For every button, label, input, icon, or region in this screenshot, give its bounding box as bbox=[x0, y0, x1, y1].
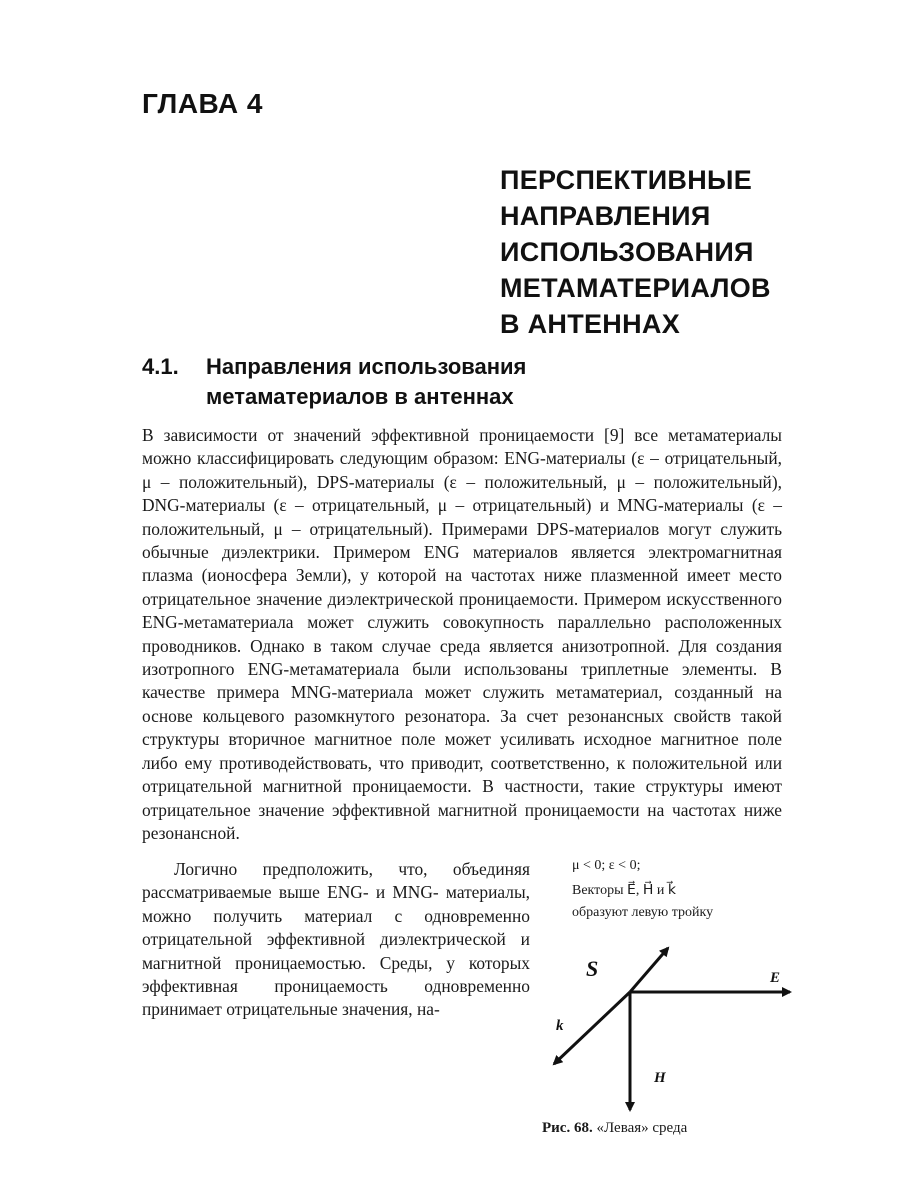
body-paragraph-2: Логично предположить, что, объединяя рассматриваемые выше ENG- и MNG- материалы, можно получить материал с одновременно отрицательной эффективной диэлектрической и магнитной проницаемостью. Среды, у которых эффективная проницаемость одновременно принимает отрицательные значения, на- bbox=[142, 859, 530, 1020]
figure-triple-text: образуют левую тройку bbox=[572, 905, 714, 920]
chapter-title-line: ИСПОЛЬЗОВАНИЯ bbox=[500, 237, 754, 267]
section-title-line: метаматериалов в антеннах bbox=[206, 384, 514, 409]
s-vector-label: S bbox=[586, 956, 599, 981]
figure-condition-text: μ < 0; ε < 0; bbox=[572, 858, 641, 873]
chapter-title bbox=[500, 162, 880, 342]
chapter-title-line: НАПРАВЛЕНИЯ bbox=[500, 201, 711, 231]
vector-diagram bbox=[542, 942, 802, 1117]
chapter-title-line: МЕТАМАТЕРИАЛОВ bbox=[500, 273, 771, 303]
section-number: 4.1. bbox=[142, 354, 179, 379]
k-vector-label: k⃗ bbox=[556, 1018, 576, 1034]
figure-caption-label: Рис. 68. bbox=[542, 1120, 593, 1136]
s-vector-arrow bbox=[630, 948, 668, 992]
chapter-title-line: ПЕРСПЕКТИВНЫЕ bbox=[500, 165, 753, 195]
figure-vectors-text: Векторы E⃗, H⃗ и k⃗ bbox=[572, 883, 676, 898]
body-paragraph-1: В зависимости от значений эффективной проницаемости [9] все метаматериалы можно классифицировать следующим образом: ENG-материалы (ε – отрицательный, μ – положительный), DPS-материалы (ε – положительный, μ – положительный), DNG-материалы (ε – отрицательный, μ – отрицательный) и MNG-материалы (ε – положительный, μ – отрицательный). Примерами DPS-материалов могут служить обычные диэлектрики. Примером ENG материалов является электромагнитная плазма (ионосфера Земли), у которой на частотах ниже плазменной имеет место отрицательное значение диэлектрической проницаемости. Примером искусственного ENG-метаматериала может служить совокупность параллельно расположенных проводников. Однако в таком случае среда является анизотропной. Для создания изотропного ENG-метаматериала были использованы триплетные элементы. В качестве примера MNG-материала может служить метаматериал, созданный на основе кольцевого разомкнутого резонатора. За счет резонансных свойств такой структуры вторичное магнитное поле может усиливать исходное магнитное поле либо ему противодействовать, что приводит, соответственно, к положительной или отрицательной магнитной проницаемости. В частности, такие структуры имеют отрицательное значение эффективной магнитной проницаемости на частотах ниже резонансной. bbox=[142, 425, 782, 843]
figure-caption bbox=[542, 1120, 687, 1137]
e-vector-label: E⃗ bbox=[770, 970, 792, 986]
chapter-title-line: В АНТЕННАХ bbox=[500, 309, 681, 339]
h-vector-label: H⃗ bbox=[654, 1070, 678, 1086]
figure-68 bbox=[542, 852, 802, 1152]
section-title-line: Направления использования bbox=[206, 354, 527, 379]
body-column-narrow bbox=[142, 854, 530, 1022]
figure-caption-text: «Левая» среда bbox=[592, 1120, 688, 1136]
chapter-label: ГЛАВА 4 bbox=[142, 88, 263, 119]
